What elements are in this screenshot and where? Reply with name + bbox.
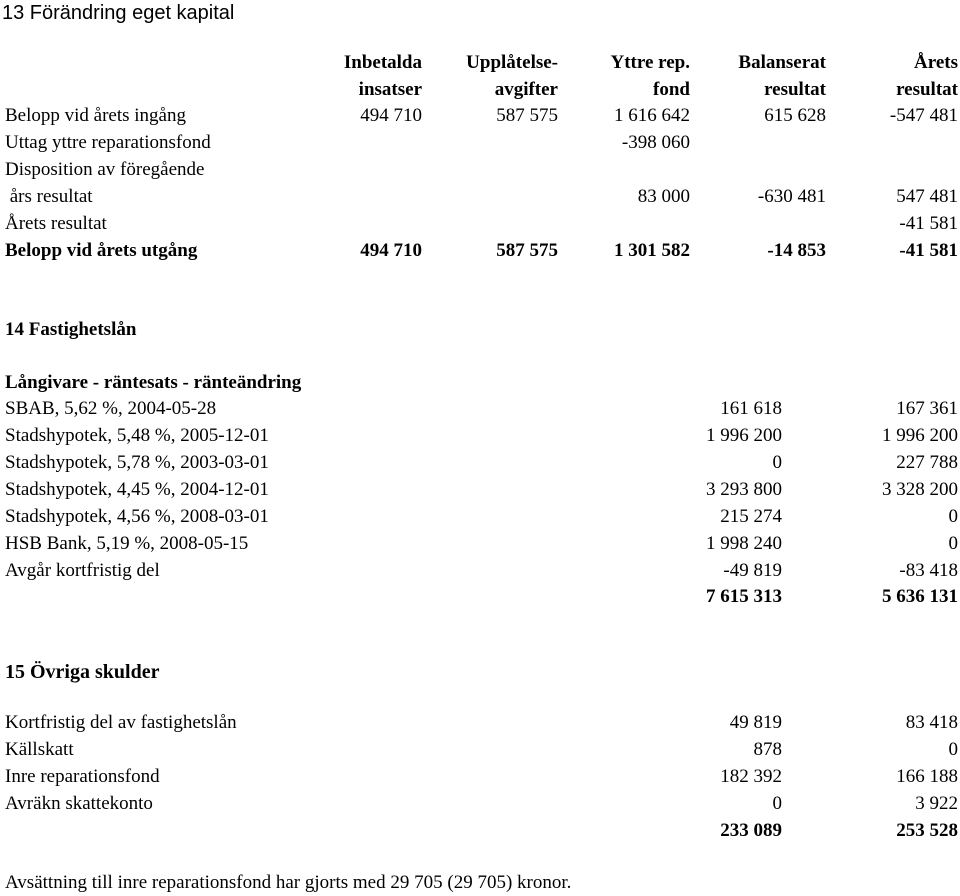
table-row [0,422,960,449]
row-label: Källskatt [5,739,74,760]
col-header: Inbetalda [343,52,422,73]
cell-value: 161 618 [720,398,782,419]
row-label: SBAB, 5,62 %, 2004-05-28 [5,398,217,419]
col-header: Upplåtelse- [466,52,558,73]
total-row [0,237,960,264]
row-label: Stadshypotek, 5,48 %, 2005-12-01 [5,425,269,446]
row-label: Kortfristig del av fastighetslån [5,712,237,733]
cell-value: -41 581 [899,240,958,261]
cell-value: -49 819 [723,560,782,581]
row-label: Inre reparationsfond [5,766,160,787]
table-row [0,557,960,584]
cell-value: 1 996 200 [706,425,782,446]
table-row [0,183,960,210]
cell-value: 167 361 [896,398,958,419]
row-label: Belopp vid årets utgång [5,240,198,261]
cell-value: 587 575 [496,240,558,261]
col-header: fond [653,79,690,100]
row-label: Uttag yttre reparationsfond [5,132,211,153]
cell-value: 1 996 200 [882,425,958,446]
row-label: Disposition av föregående [5,159,205,180]
col-header: Årets [914,52,958,73]
table-row [0,449,960,476]
header-line1 [0,49,960,76]
row-label: Årets resultat [5,213,107,234]
cell-value: 494 710 [360,105,422,126]
table-row [0,736,960,763]
table-row [0,503,960,530]
cell-value: 5 636 131 [882,586,958,607]
cell-value: 547 481 [896,186,958,207]
cell-value: 83 418 [905,712,958,733]
total-row [0,817,960,844]
cell-value: -14 853 [767,240,826,261]
cell-value: 0 [948,739,958,760]
cell-value: 3 293 800 [706,479,782,500]
row-label: HSB Bank, 5,19 %, 2008-05-15 [5,533,249,554]
cell-value: -398 060 [621,132,690,153]
table-row [0,530,960,557]
row-label: Stadshypotek, 4,56 %, 2008-03-01 [5,506,269,527]
table-row [0,156,960,183]
table-row [0,790,960,817]
note15-title: 15 Övriga skulder [5,661,160,683]
cell-value: 1 301 582 [614,240,690,261]
cell-value: 0 [948,533,958,554]
cell-value: 253 528 [896,820,958,841]
cell-value: 3 922 [915,793,958,814]
col-header: insatser [358,79,422,100]
col-header: avgifter [494,79,558,100]
note13-title: 13 Förändring eget kapital [2,2,235,24]
table-row [0,129,960,156]
cell-value: 0 [948,506,958,527]
row-label: Avräkn skattekonto [5,793,153,814]
cell-value: 587 575 [496,105,558,126]
cell-value: 7 615 313 [706,586,782,607]
cell-value: 166 188 [896,766,958,787]
cell-value: -547 481 [889,105,958,126]
total-row [0,583,960,610]
cell-value: -41 581 [899,213,958,234]
note14-subheading: Långivare - räntesats - ränteändring [5,372,302,393]
table-row [0,210,960,237]
cell-value: 1 998 240 [706,533,782,554]
table-row [0,709,960,736]
table-row [0,763,960,790]
row-label: Stadshypotek, 4,45 %, 2004-12-01 [5,479,269,500]
row-label: Avgår kortfristig del [5,560,160,581]
footnote: Avsättning till inre reparationsfond har gjorts med 29 705 (29 705) kronor. [5,872,572,893]
row-label: Belopp vid årets ingång [5,105,186,126]
cell-value: 494 710 [360,240,422,261]
cell-value: 0 [772,452,782,473]
cell-value: -630 481 [757,186,826,207]
cell-value: -83 418 [899,560,958,581]
cell-value: 3 328 200 [882,479,958,500]
col-header: resultat [764,79,826,100]
cell-value: 83 000 [637,186,690,207]
header-line2 [0,76,960,103]
cell-value: 1 616 642 [614,105,690,126]
cell-value: 878 [753,739,782,760]
cell-value: 49 819 [729,712,782,733]
cell-value: 233 089 [720,820,782,841]
row-label: Stadshypotek, 5,78 %, 2003-03-01 [5,452,269,473]
cell-value: 0 [772,793,782,814]
col-header: resultat [896,79,958,100]
cell-value: 215 274 [720,506,782,527]
note14-title: 14 Fastighetslån [5,319,137,340]
col-header: Yttre rep. [610,52,690,73]
cell-value: 227 788 [896,452,958,473]
table-row [0,102,960,129]
cell-value: 615 628 [764,105,826,126]
row-label: års resultat [5,186,93,207]
cell-value: 182 392 [720,766,782,787]
col-header: Balanserat [738,52,826,73]
table-row [0,395,960,422]
table-row [0,476,960,503]
